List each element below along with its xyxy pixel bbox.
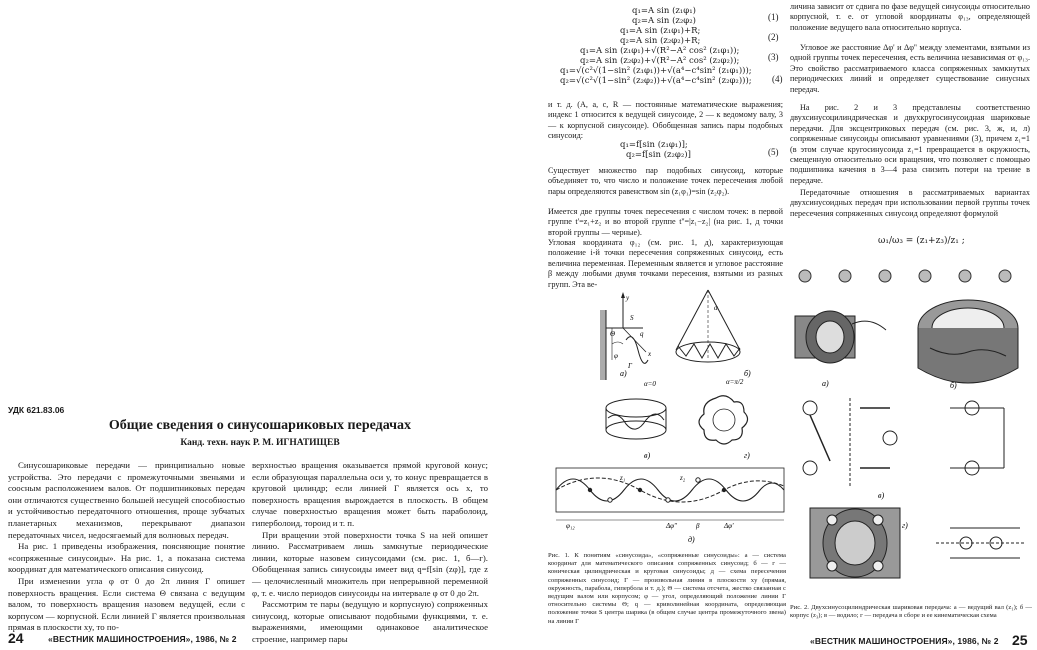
equation: q₁=A sin (z₁φ₁): [632, 6, 696, 16]
page-number-right: 25: [1012, 632, 1028, 648]
z2-label: z₂: [680, 474, 686, 482]
paragraph: Рассмотрим те пары (ведущую и корпусную) сопряженных синусоид, которые описывают подобными функциями, т. е. выражениями, имеющими одинаковое аналитическое строение, например пары: [252, 599, 488, 644]
equation-number: (3): [768, 52, 779, 62]
phi-label: φ: [614, 352, 618, 360]
gamma-label: Г: [628, 362, 632, 370]
paragraph: Синусошариковые передачи — принципиально новые устройства. Это передачи с промежуточными звеньями и соосным расположением валов. От подшипниковых передач они отличаются существенно большей несущей способностью и устойчивостью передаточного отношения, проще зубчатых планетарных механизмов, перекрывают диапазон передаточных чисел, недосягаемый для волновых передач.: [8, 460, 245, 540]
equation: q₁=A sin (z₁φ₁)+√(R²−A² cos² (z₁φ₁));: [580, 46, 740, 56]
body-paragraph: Угловое же расстояние Δφ' и Δφ'' между элементами, взятыми из одной группы точек пересечения, есть величина независимая от φ₁₃. Это свойство рассматриваемого класса сопряженных замкнутых периодических линий и определяет существование синусных передач.: [790, 43, 1030, 94]
drive-shaft-drawing: [795, 311, 886, 363]
fig1c-cylinder-sinusoid: [606, 380, 666, 460]
equation: q₂=f[sin (z₂φ₂)]: [626, 150, 691, 160]
body-paragraph: На рис. 2 и 3 представлены соответственно двухсинусоцилиндрическая и двухкругосинусоидная шариковые передачи. Для эксцентриковых передач (см. рис. 3, ж, и, л) сопряженные синусоиды описывают уравнениями (3), причем z₁=1 (в этом случае кругосинусоида z₁=1 превращается в окружность, смещенную относительно оси вращения, что позволяет с помощью подшипника качения в 3—4 раза снизить потери на трение в передаче.: [790, 103, 1030, 185]
article-author: Канд. техн. наук Р. М. ИГНАТИЩЕВ: [180, 438, 340, 448]
delta-phi1-label: Δφ': [724, 522, 734, 530]
paragraph: На рис. 1 приведены изображения, поясняющие понятие «сопряженные синусоиды». На рис. 1, а показана система координат для математического описания синусоид.: [8, 541, 245, 575]
fig-label-a: а): [620, 369, 627, 378]
fig-label-d: г): [744, 451, 750, 460]
body-paragraph: Существует множество пар подобных синусоид, которые объединяет то, что число и положение точек пересечения любой пары определяются равенством sin (z₁φ₁)=sin (z₂φ₂).: [548, 166, 783, 196]
journal-footer-left: «ВЕСТНИК МАШИНОСТРОЕНИЯ», 1986, № 2: [48, 634, 237, 644]
carrier-drawing: [803, 398, 1004, 488]
equation-block: [560, 6, 785, 86]
fig1e-intersection-scheme: [556, 468, 784, 544]
equation: q₂=A sin (z₂φ₂)+R;: [620, 36, 701, 46]
equation: q₂=√(c²√(1−sin² (z₂φ₂))+√(a⁴−c⁴sin² (z₂φ₂)));: [560, 76, 752, 86]
fig-label-b: б): [744, 369, 751, 378]
theta-label: Θ: [610, 330, 616, 338]
housing-drawing: [918, 300, 1018, 383]
paragraph: При вращении этой поверхности точка S на ней опишет линию. Рассматриваем лишь замкнутые периодические линии, которые назовем синусоидами (см. рис. 1, б—г). Обобщенная запись синусоиды имеет вид q=f[sin (zφ)], где z — целочисленный множитель при непрерывной переменной φ, т. е. число периодов синусоиды на интервале φ от 0 до 2π.: [252, 529, 488, 598]
figure-2-caption: Рис. 2. Двухсинусоцилиндрическая шариковая передача: а — ведущий вал (z₁); б — корпус (z₃); в — водило; г — передача в сборе и ее кинематическая схема: [790, 604, 1032, 620]
fig-label-c: в): [644, 451, 651, 460]
body-paragraph: Имеется две группы точек пересечения с числом точек: в первой группе t'=z₁+z₂ и во второй группе t''=|z₁−z₂| (на рис. 1, д точки второй группы — черные).: [548, 207, 783, 237]
equation-number: (1): [768, 12, 779, 22]
beta-label: β: [696, 522, 700, 530]
figure-1: [548, 280, 788, 550]
equation-number: (5): [768, 147, 779, 157]
udc-code: УДК 621.83.06: [8, 405, 65, 415]
z1-label: z₁: [620, 474, 626, 482]
equation: q₂=A sin (z₂φ₂): [632, 16, 696, 26]
ratio-formula: ω₁/ω₃ = (z₁+z₃)/z₁ ;: [878, 236, 965, 246]
left-column-1: [8, 460, 245, 634]
page-number-left: 24: [8, 630, 24, 646]
fig2-label-d: г): [902, 521, 908, 530]
alpha-pi-label: α=π/2: [726, 378, 744, 386]
equation: q₁=A sin (z₁φ₁)+R;: [620, 26, 701, 36]
axis-y-label: y: [626, 294, 630, 302]
fig2-label-c: в): [878, 491, 885, 500]
fig1b-cone-sinusoid: [676, 290, 751, 378]
balls-row: [799, 270, 1011, 282]
equation-5: [620, 140, 691, 160]
body-paragraph: личина зависит от сдвига по фазе ведущей синусоиды относительно корпусной, т. е. от угловой координаты φ₁₃, определяющей положение ведущего вала относительно корпуса.: [790, 2, 1030, 32]
fig2-label-b: б): [950, 381, 957, 390]
figure-1-caption: Рис. 1. К понятиям «синусоида», «сопряженные синусоиды»: а — система координат для математического описания сопряженных синусоид; б — г — коническая цилиндрическая и круговая синусоиды; д — схема пересечения сопряженных синусоид; Г — произвольная линия в плоскости xy (прямая, окружность, парабола, гипербола и т. д.); Θ — система отсчета, жестко связанная с ведущим валом или корпусом; φ — угол, определяющий положение линии Г относительно системы Θ; q — криволинейная координата, определяющая положение точки S центра шарика (в общем случае центра промежуточного звена) на линии Г: [548, 552, 786, 625]
equation: q₁=√(c²√(1−sin² (z₁φ₁))+√(a⁴−c⁴sin² (z₁φ₁)));: [560, 66, 752, 76]
delta-phi2-label: Δφ'': [666, 522, 677, 530]
fig1a-coordinate-diagram: [600, 292, 652, 380]
point-s-label: S: [630, 314, 634, 322]
figure-2: [790, 258, 1034, 603]
body-paragraph: и т. д. (A, a, c, R — постоянные математические выражения; индекс 1 относится к ведущей синусоиде, 2 — к ведомому валу, 3 — к корпусной синусоиде). Обобщенная запись пары подобных синусоид:: [548, 100, 783, 141]
assembly-drawing: [810, 508, 1026, 578]
body-paragraph: Передаточные отношения в рассматриваемых вариантах двухсинусоидных передач при использовании первой группы точек пересечения сопряженных синусоид определяют формулой: [790, 188, 1030, 218]
phi12-label: φ₁₂: [566, 522, 575, 530]
left-column-2: [252, 460, 488, 646]
fig-label-e: д): [688, 535, 695, 544]
q-label: q: [640, 330, 644, 338]
article-title: Общие сведения о синусошариковых передачах: [108, 418, 412, 433]
fig1d-circular-sinusoid: [699, 378, 750, 460]
alpha-label: α: [714, 304, 718, 312]
body-paragraph: Угловая координата φ₁₂ (см. рис. 1, д), характеризующая положение i-й точки пересечения сопряженных синусоид, есть величина переменная. Переменным является и угловое расстояние β между любыми двумя точками пересения, взятыми из разных групп. Эта ве-: [548, 238, 783, 289]
axis-x-label: x: [648, 350, 652, 358]
equation: q₁=f[sin (z₁φ₁)];: [620, 140, 688, 150]
paragraph: При изменении угла φ от 0 до 2π линия Г опишет поверхность вращения. Если система Θ связана с ведущим валом, то поверхность вращения назовем ведущей, если с корпусом — корпусной. Если линией Г является произвольная прямая в плоскости xy, то по-: [8, 575, 245, 633]
equation-number: (2): [768, 32, 779, 42]
paragraph: верхностью вращения оказывается прямой круговой конус; если образующая параллельна оси y, то конус превращается в круговой цилиндр; если линией Г является ось x, то поверхность вращения вырождается в плоскость. В общем случае поверхностью вращения может быть параболоид, гиперболоид, тороид и т. п.: [252, 460, 488, 528]
equation-number: (4): [772, 74, 783, 84]
fig2-label-a: а): [822, 379, 829, 388]
journal-footer-right: «ВЕСТНИК МАШИНОСТРОЕНИЯ», 1986, № 2: [810, 636, 999, 646]
equation: q₂=A sin (z₂φ₂)+√(R²−A² cos² (z₂φ₂));: [580, 56, 740, 66]
alpha-zero-label: α=0: [644, 380, 656, 388]
